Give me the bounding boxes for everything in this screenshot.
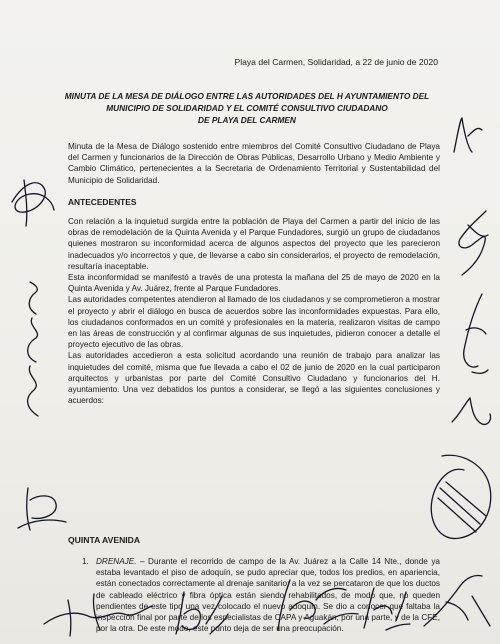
signature-right-1 xyxy=(448,205,496,280)
title-line: MUNICIPIO DE SOLIDARIDAD Y EL COMITÉ CONSULTIVO CIUDADANO xyxy=(106,103,388,113)
intro-paragraph xyxy=(68,141,440,186)
signature-top-right xyxy=(448,112,488,162)
signature-bottom-2 xyxy=(166,584,232,640)
antecedentes-heading: ANTECEDENTES xyxy=(68,197,137,207)
antecedentes-paragraph: Las autoridades accedieron a esta solicitud acordando una reunión de trabajo para analizar las inquietudes del comité, misma que fue llevada a cabo el 02 de junio de 2020 en la cual participaron arquitectos y urbanistas por parte del Comité Consultivo Ciudadano y funcionarios del H. ayuntamiento. Una vez debatidos los puntos a considerar, se llegó a las siguientes conclusiones y acuerdos: xyxy=(68,351,440,406)
signature-bottom-1 xyxy=(38,580,158,642)
list-item-number: 1. xyxy=(82,557,89,566)
signature-left-vertical xyxy=(16,278,46,420)
signature-left-2 xyxy=(10,480,72,540)
signature-bottom-right xyxy=(416,566,496,636)
signature-left-1 xyxy=(4,172,62,232)
signature-bottom-3 xyxy=(264,570,364,642)
list-item-title: DRENAJE. – xyxy=(96,557,145,566)
intro-text: Minuta de la Mesa de Diálogo sostenido entre miembros del Comité Consultivo Ciudadano de Playa del Carmen y funcionarios de la Dirección de Obras Públicas, Desarrollo Urbano y Medio Ambiente y Cambio Climático, pertenecientes a la Secretaria de Ordenamiento Territorial y Sustentabilidad del Municipio de Solidaridad. xyxy=(68,142,440,185)
antecedentes-paragraph: Las autoridades competentes atendieron al llamado de los ciudadanos y se comprometieron a mostrar el proyecto y abrir el diálogo en busca de acuerdos sobre las inconformidades expuestas. Para ello, los ciudadanos conformados en un comité y profesionales en la materia, realizaron visitas de campo en las áreas de construcción y al confirmar algunas de sus inquietudes, pidieron conocer a detalle el proyecto ejecutivo de las obras. xyxy=(68,295,440,350)
list-item-text: Durante el recorrido de campo de la Av. Juárez a la Calle 14 Nte., donde ya estaba levantado el piso de adoquín, se pudo apreciar que, todos los predios, en apariencia, están conectados correctamente al drenaje sanitario; a la vez se percataron de que los ductos de cableado eléctrico y fibra óptica están siendo rehabilitados, de modo que, no queden pendientes de este tipo una vez colocado el nuevo adoquín. Se dio a conocer que faltaba la inspección final por parte de los especialistas de CAPA y Aguakán, por una parte, y de la CFE, por la otra. De este modo, este punto deja de ser una preocupación. xyxy=(96,557,440,634)
title-line: MINUTA DE LA MESA DE DIÁLOGO ENTRE LAS AUTORIDADES DEL H AYUNTAMIENTO DEL xyxy=(64,91,430,101)
title-line: DE PLAYA DEL CARMEN xyxy=(198,115,296,125)
signature-right-3 xyxy=(448,392,496,432)
quinta-avenida-heading: QUINTA AVENIDA xyxy=(68,535,141,545)
antecedentes-paragraph: Esta inconformidad se manifestó a través de una protesta la mañana del 25 de mayo de 2020 en la Quinta Avenida y Av. Juárez, frente al Parque Fundadores. xyxy=(68,273,440,294)
document-title xyxy=(58,90,436,126)
signature-right-4 xyxy=(420,448,500,548)
signature-bottom-4 xyxy=(356,580,414,636)
document-date: Playa del Carmen, Solidaridad, a 22 de junio de 2020 xyxy=(234,57,438,67)
antecedentes-section xyxy=(68,216,440,406)
signature-right-2 xyxy=(452,290,494,380)
antecedentes-paragraph: Con relación a la inquietud surgida entre la población de Playa del Carmen a partir del inicio de las obras de remodelación de la Quinta Avenida y el Parque Fundadores, surgió un grupo de ciudadanos quienes mostraron su inconformidad acerca de algunos aspectos del proyecto que les parecieron inadecuados y/o incorrectos y que, de llevarse a cabo sin considerarlos, el proyecto de remodelación, resultaría inaceptable. xyxy=(68,217,440,271)
